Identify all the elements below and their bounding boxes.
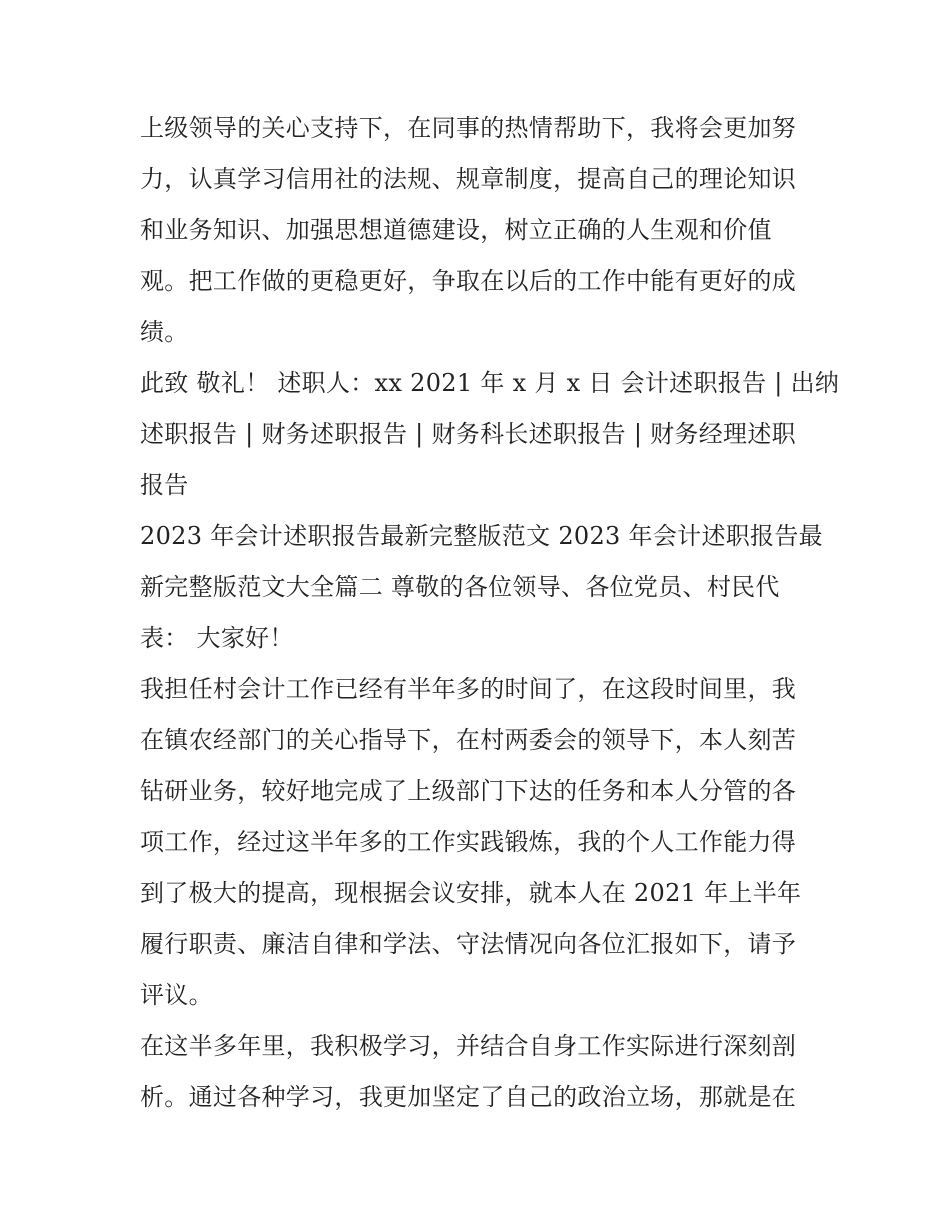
- paragraph-study-reflection: [140, 1021, 820, 1123]
- text-line: 项工作，经过这半年多的工作实践锻炼，我的个人工作能力得: [140, 828, 797, 856]
- text-line: 析。通过各种学习，我更加坚定了自己的政治立场，那就是在: [140, 1083, 797, 1111]
- text-line: 报告: [140, 471, 189, 499]
- text-line: 绩。: [140, 318, 189, 346]
- text-line: 此致 敬礼！ 述职人：xx 2021 年 x 月 x 日 会计述职报告 | 出纳: [140, 369, 840, 397]
- text-line: 表： 大家好！: [140, 624, 294, 652]
- document-body: [140, 103, 840, 1123]
- paragraph-introduction: [140, 664, 820, 1021]
- text-line: 评议。: [140, 981, 213, 1009]
- text-line: 观。把工作做的更稳更好，争取在以后的工作中能有更好的成: [140, 267, 797, 295]
- text-line: 上级领导的关心支持下，在同事的热情帮助下，我将会更加努: [140, 114, 797, 142]
- text-line: 新完整版范文大全篇二 尊敬的各位领导、各位党员、村民代: [140, 573, 780, 601]
- text-line: 到了极大的提高，现根据会议安排，就本人在 2021 年上半年: [140, 879, 802, 907]
- text-line: 和业务知识、加强思想道德建设，树立正确的人生观和价值: [140, 216, 772, 244]
- text-line: 我担任村会计工作已经有半年多的时间了，在这段时间里，我: [140, 675, 797, 703]
- paragraph-signature-and-related-links: [140, 358, 840, 511]
- paragraph-section-heading-and-salutation: [140, 511, 823, 664]
- text-line: 钻研业务，较好地完成了上级部门下达的任务和本人分管的各: [140, 777, 797, 805]
- paragraph-closing-commitment: [140, 103, 820, 358]
- text-line: 履行职责、廉洁自律和学法、守法情况向各位汇报如下，请予: [140, 930, 797, 958]
- text-line: 在镇农经部门的关心指导下，在村两委会的领导下，本人刻苦: [140, 726, 797, 754]
- text-line: 在这半多年里，我积极学习，并结合自身工作实际进行深刻剖: [140, 1032, 797, 1060]
- text-line: 2023 年会计述职报告最新完整版范文 2023 年会计述职报告最: [140, 522, 823, 550]
- text-line: 述职报告 | 财务述职报告 | 财务科长述职报告 | 财务经理述职: [140, 420, 796, 448]
- text-line: 力，认真学习信用社的法规、规章制度，提高自己的理论知识: [140, 165, 797, 193]
